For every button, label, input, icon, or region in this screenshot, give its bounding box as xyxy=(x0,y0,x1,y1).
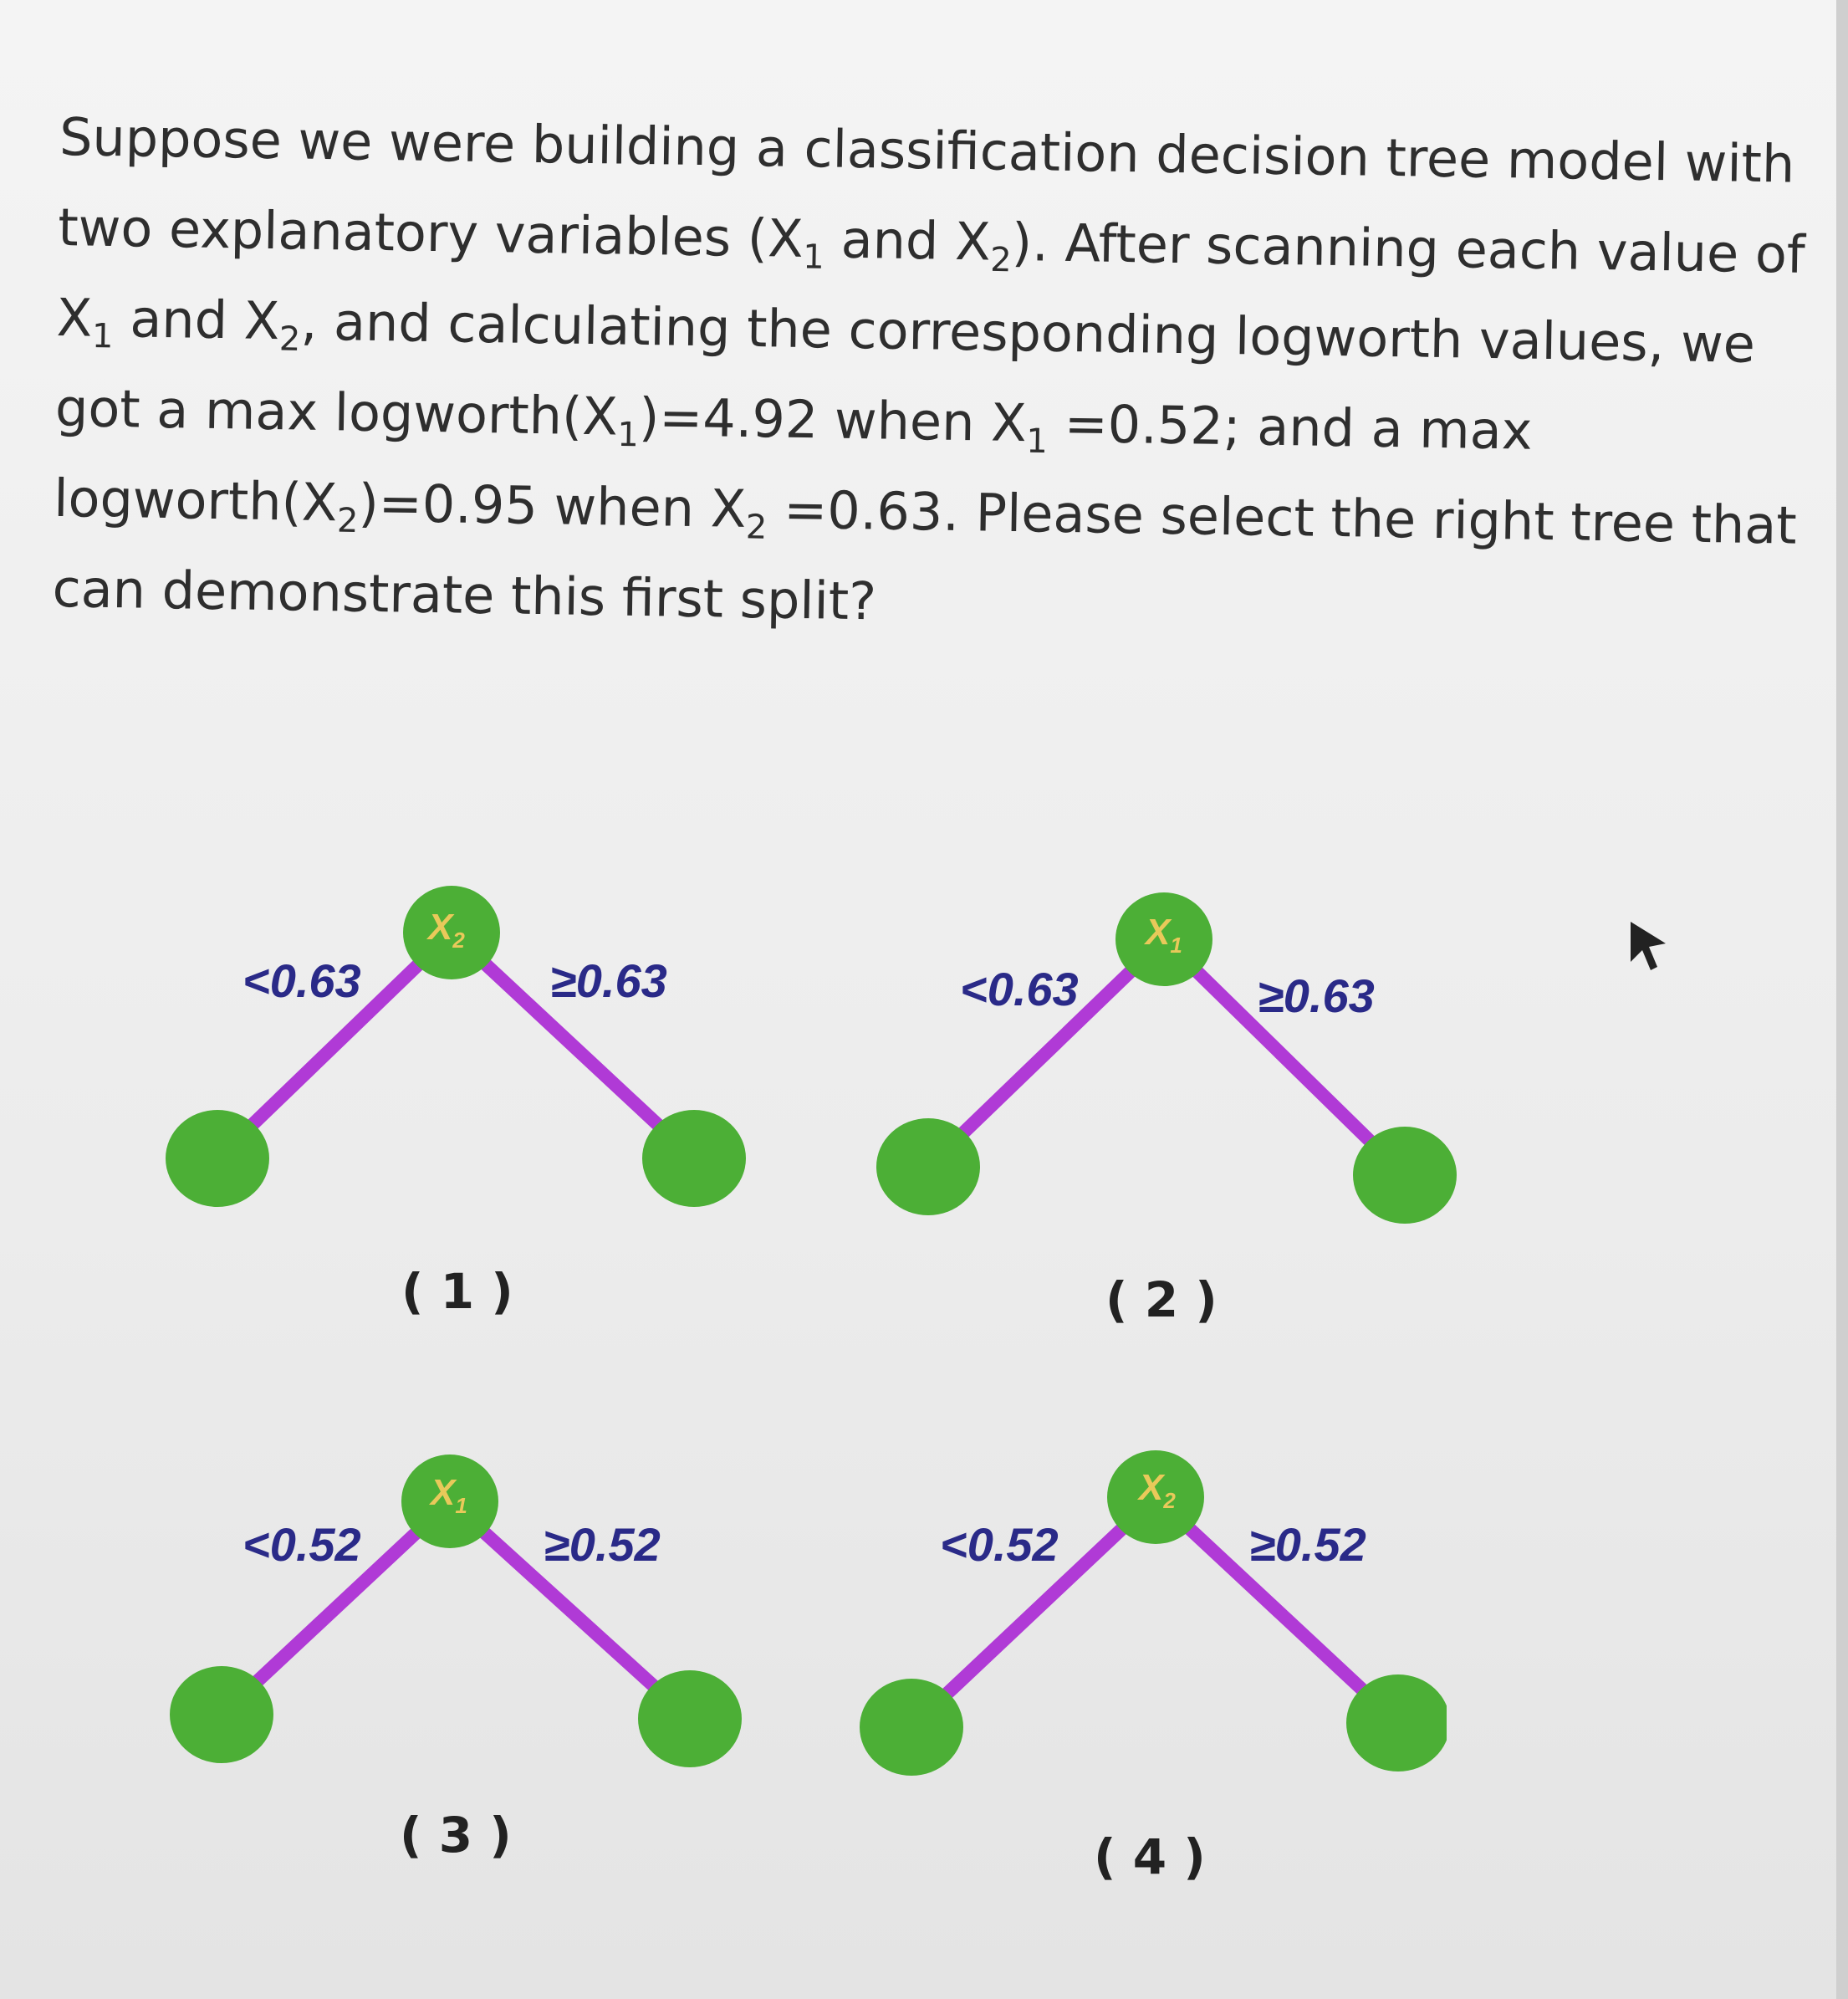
tree-number: ( 1 ) xyxy=(401,1263,513,1320)
question-line-4: got a $\max logworth(X_1)=4.92$ when $X_1 =0.52$; and a max xyxy=(54,376,1534,462)
root-variable-label: $X_1$ xyxy=(431,1472,467,1518)
root-variable-label: $X_2$ xyxy=(428,907,465,953)
left-leaf-node xyxy=(170,1666,273,1763)
window-edge xyxy=(1836,0,1848,1999)
left-leaf-node xyxy=(860,1679,963,1776)
right-split-label: ≥0.63 xyxy=(1258,969,1375,1022)
tree-option-3[interactable] xyxy=(151,1439,753,1874)
root-variable-label: $X_2$ xyxy=(1139,1467,1176,1513)
right-leaf-node xyxy=(638,1670,742,1767)
right-split-label: ≥0.52 xyxy=(544,1518,661,1571)
left-split-label: <0.63 xyxy=(960,963,1079,1015)
left-leaf-node xyxy=(876,1118,980,1215)
question-line-2: two explanatory variables ($X_1$ and $X_2$). After scanning each value of xyxy=(57,196,1806,285)
question-line-5: $logworth(X_2)=0.95$ when $X_2 =0.63$. Please select the right tree that xyxy=(53,467,1798,556)
tree-option-4[interactable] xyxy=(845,1439,1447,1885)
right-split-label: ≥0.63 xyxy=(550,954,667,1007)
tree-number: ( 3 ) xyxy=(400,1807,512,1864)
left-leaf-node xyxy=(166,1110,269,1207)
tree-option-1[interactable] xyxy=(151,870,753,1320)
tree-option-2[interactable] xyxy=(861,878,1463,1328)
right-leaf-node xyxy=(1346,1674,1447,1771)
right-split-label: ≥0.52 xyxy=(1249,1518,1366,1571)
tree-number: ( 4 ) xyxy=(1094,1828,1206,1885)
question-line-6: can demonstrate this first split? xyxy=(52,557,877,632)
tree-number: ( 2 ) xyxy=(1105,1271,1218,1328)
question-text xyxy=(52,92,1808,662)
left-split-label: <0.52 xyxy=(940,1518,1059,1571)
right-leaf-node xyxy=(1353,1127,1457,1224)
left-split-label: <0.63 xyxy=(242,954,361,1007)
root-variable-label: $X_1$ xyxy=(1146,912,1182,958)
question-line-1: Suppose we were building a classification decision tree model with xyxy=(59,105,1795,195)
mouse-pointer-icon xyxy=(1624,918,1674,977)
left-split-label: <0.52 xyxy=(242,1518,361,1571)
question-line-3: $X_1$ and $X_2$, and calculating the corresponding logworth values, we xyxy=(56,286,1756,375)
right-leaf-node xyxy=(642,1110,746,1207)
